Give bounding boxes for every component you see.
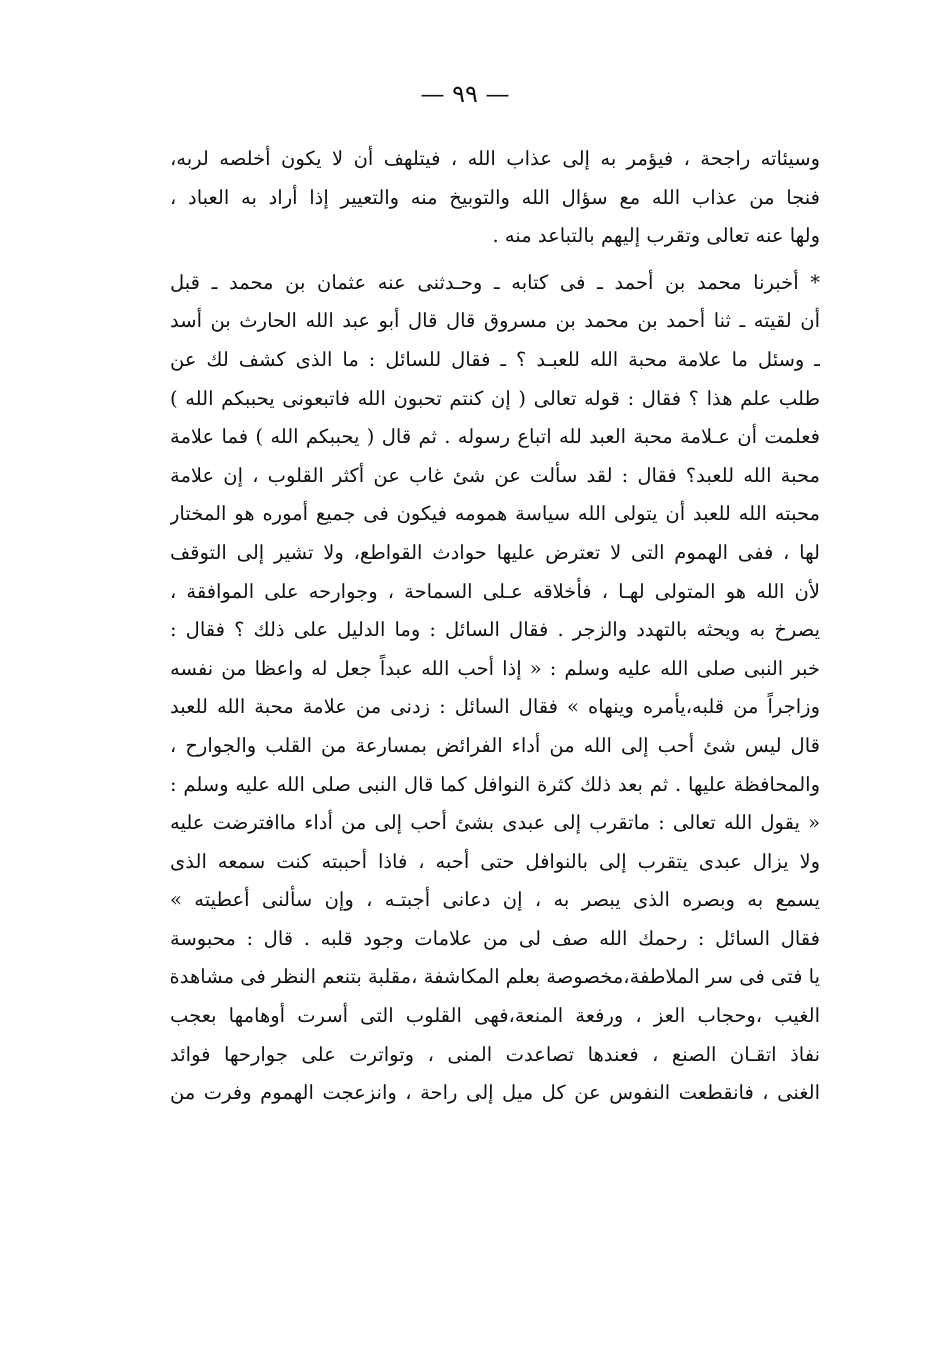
- text-line: ولا يزال عبدى يتقرب إلى بالنوافل حتى أحبه ، فاذا أحببته كنت سمعه الذى: [170, 849, 820, 873]
- page-number: — ٩٩ —: [420, 80, 510, 108]
- text-line: يا فتى فى سر الملاطفة،مخصوصة بعلم المكاشفة ،مقلبة بتنعم النظر فى مشاهدة: [170, 965, 820, 989]
- text-line: فقال السائل : رحمك الله صف لى من علامات وجود قلبه . قال : محبوسة: [170, 926, 820, 950]
- text-line: قال ليس شئ أحب إلى الله من أداء الفرائض بمسارعة من القلب والجوارح ،: [170, 733, 820, 757]
- text-line: الغيب ،وحجاب العز ، ورفعة المنعة،فهى القلوب التى أسرت أوهامها بعجب: [170, 1004, 820, 1028]
- text-line: يصرخ به ويحثه بالتهدد والزجر . فقال السائل : وما الدليل على ذلك ؟ فقال :: [170, 618, 820, 642]
- text-line: فنجا من عذاب الله مع سؤال الله والتوبيخ منه والتعيير إذا أراد به العباد ،: [170, 185, 820, 209]
- text-line: طلب علم هذا ؟ فقال : قوله تعالى ( إن كنتم تحبون الله فاتبعونى يحببكم الله ): [170, 386, 820, 410]
- text-line: لها ، ففى الهموم التى لا تعترض عليها حوادث القواطع، ولا تشير إلى التوقف: [170, 540, 820, 564]
- text-line: « يقول الله تعالى : ماتقرب إلى عبدى بشئ أحب إلى من أداء ماافترضت عليه: [170, 811, 820, 835]
- text-line: نفاذ اتقـان الصنع ، فعندها تصاعدت المنى ، وتواترت على جوارحها فوائد: [170, 1042, 820, 1066]
- text-line: ولها عنه تعالى وتقرب إليهم بالتباعد منه .: [492, 224, 820, 248]
- text-line: محبته الله للعبد أن يتولى الله سياسة همومه فيكون فى جميع أموره هو المختار: [170, 502, 820, 526]
- text-line: يسمع به وبصره الذى يبصر به ، إن دعانى أجبتـه ، وإن سألنى أعطيته »: [170, 888, 820, 912]
- text-line: خبر النبى صلى الله عليه وسلم : « إذا أحب الله عبداً جعل له واعظا من نفسه: [170, 656, 820, 680]
- body-text: [170, 140, 820, 1113]
- paragraph-gap: [170, 256, 820, 264]
- text-line: لأن الله هو المتولى لهـا ، فأخلاقه عـلى السماحة ، وجوارحه على الموافقة ،: [170, 579, 820, 603]
- text-line: محبة الله للعبد؟ فقال : لقد سألت عن شئ غاب عن أكثر القلوب ، إن علامة: [170, 463, 820, 487]
- text-line: وسيئاته راجحة ، فيؤمر به إلى عذاب الله ، فيتلهف أن لا يكون أخلصه لربه،: [170, 147, 820, 170]
- paragraph: [170, 140, 820, 256]
- text-line: فعلمت أن عـلامة محبة العبد لله اتباع رسوله . ثم قال ( يحببكم الله ) فما علامة: [170, 425, 820, 449]
- text-line: وزاجراً من قلبه،يأمره وينهاه » فقال السائل : زدنى من علامة محبة الله للعبد: [170, 695, 820, 719]
- text-line: والمحافظة عليها . ثم بعد ذلك كثرة النوافل كما قال النبى صلى الله عليه وسلم :: [170, 772, 820, 796]
- paragraph: [170, 264, 820, 1113]
- text-line: أن لقيته ـ ثنا أحمد بن محمد بن مسروق قال قال أبو عبد الله الحارث بن أسد: [170, 309, 820, 333]
- text-line: الغنى ، فانقطعت النفوس عن كل ميل إلى راحة ، وانزعجت الهموم وفرت من: [170, 1081, 820, 1105]
- text-line: ـ وسئل ما علامة محبة الله للعبـد ؟ ـ فقال للسائل : ما الذى كشف لك عن: [170, 347, 820, 371]
- text-line: * أخبرنا محمد بن أحمد ـ فى كتابه ـ وحـدثنى عنه عثمان بن محمد ـ قبل: [170, 270, 820, 294]
